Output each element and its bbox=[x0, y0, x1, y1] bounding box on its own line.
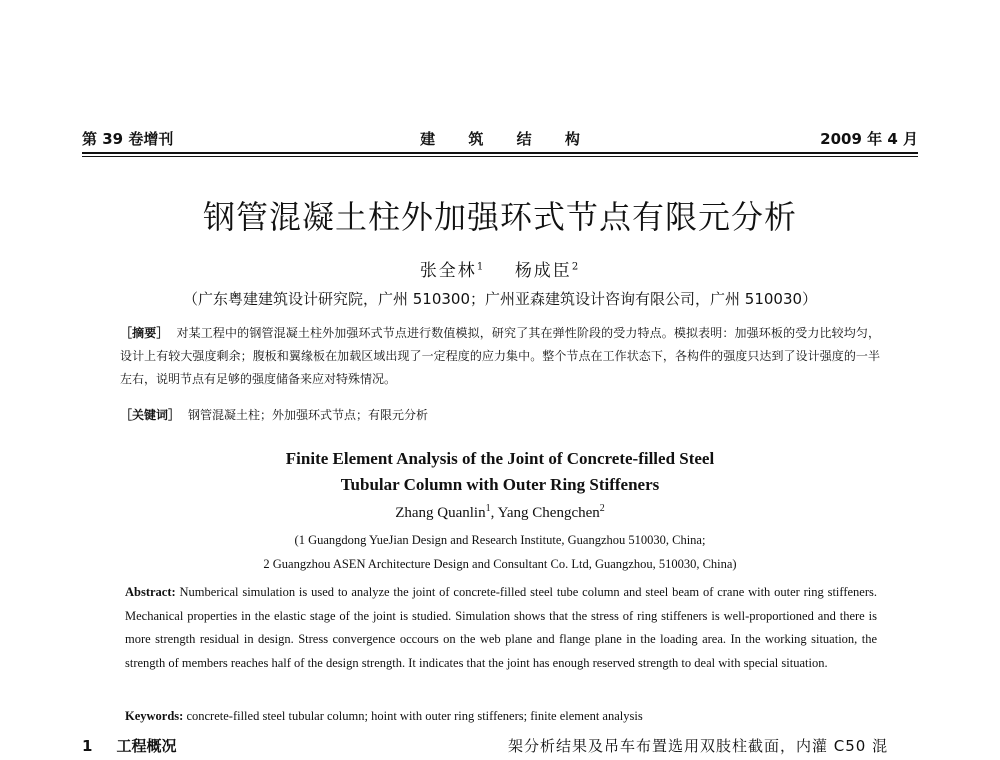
title-english-line-1: Finite Element Analysis of the Joint of Concrete-filled Steel bbox=[285, 449, 715, 468]
keywords-chinese-text: 钢管混凝土柱；外加强环式节点；有限元分析 bbox=[188, 408, 429, 422]
paper-title-english bbox=[0, 446, 1000, 498]
author-separator: , bbox=[490, 505, 498, 521]
abstract-english bbox=[125, 581, 877, 675]
author-2-affil-mark-english: 2 bbox=[599, 503, 605, 514]
section-number: 1 bbox=[82, 737, 93, 755]
keywords-chinese bbox=[120, 404, 880, 427]
keywords-english-label: Keywords: bbox=[125, 709, 184, 723]
paper-title-chinese: 钢管混凝土柱外加强环式节点有限元分析 bbox=[202, 198, 797, 236]
author-2-affil-mark: 2 bbox=[571, 261, 581, 273]
header-rule-thick bbox=[82, 152, 918, 154]
column-2-first-line: 架分析结果及吊车布置选用双肢柱截面，内灌 C50 混 bbox=[508, 737, 889, 755]
authors-english bbox=[0, 503, 1000, 522]
journal-issue: 第 39 卷增刊 bbox=[82, 130, 174, 148]
abstract-chinese-label: ［摘要］ bbox=[120, 326, 169, 340]
affiliation-english bbox=[0, 528, 1000, 576]
abstract-english-text: Numberical simulation is used to analyze the joint of concrete-filled steel tube column and steel beam of crane with outer ring stiffeners. Mechanical properties in the elastic stage of the joint is studied. Simulation shows that the stress of ring stiffeners is well-proportioned and there is more strength residual in design. Stress convergence occours on the web plane and flange plane in the loading area. In the working situation, the strength of members reaches half of the design strength. It indicates that the joint has enough reserved strength to deal with special situation. bbox=[125, 585, 877, 670]
author-2-name: 杨成臣 bbox=[514, 261, 572, 281]
author-1-name: 张全林 bbox=[419, 261, 477, 281]
author-1-name-english: Zhang Quanlin bbox=[395, 505, 486, 521]
keywords-english-text: concrete-filled steel tubular column; hoint with outer ring stiffeners; finite element analysis bbox=[186, 709, 643, 723]
section-title: 工程概况 bbox=[116, 737, 177, 755]
author-2-name-english: Yang Chengchen bbox=[497, 505, 600, 521]
affiliation-english-line-1: (1 Guangdong YueJian Design and Research Institute, Guangzhou 510030, China; bbox=[294, 533, 706, 547]
keywords-chinese-label: ［关键词］ bbox=[120, 408, 181, 422]
running-header bbox=[82, 122, 918, 150]
authors-chinese bbox=[0, 256, 1000, 281]
title-english-line-2: Tubular Column with Outer Ring Stiffeners bbox=[340, 475, 660, 494]
journal-name: 建 筑 结 构 bbox=[420, 130, 594, 148]
header-rule-thin bbox=[82, 156, 918, 157]
affiliation-chinese: （广东粤建建筑设计研究院，广州 510300；广州亚森建筑设计咨询有限公司，广州 510030） bbox=[182, 290, 818, 308]
affiliation-english-line-2: 2 Guangzhou ASEN Architecture Design and Consultant Co. Ltd, Guangzhou, 510030, China) bbox=[263, 557, 737, 571]
author-1-affil-mark-english: 1 bbox=[485, 503, 491, 514]
keywords-english bbox=[125, 705, 877, 728]
author-1-affil-mark: 1 bbox=[476, 261, 486, 273]
abstract-chinese bbox=[120, 322, 880, 391]
publication-date: 2009 年 4 月 bbox=[820, 130, 918, 148]
section-heading-1 bbox=[82, 735, 176, 756]
abstract-english-label: Abstract: bbox=[125, 585, 176, 599]
abstract-chinese-text: 对某工程中的钢管混凝土柱外加强环式节点进行数值模拟，研究了其在弹性阶段的受力特点。模拟表明：加强环板的受力比较均匀，设计上有较大强度剩余；腹板和翼缘板在加载区域出现了一定程度的应力集中。整个节点在工作状态下，各构件的强度只达到了设计强度的一半左右，说明节点有足够的强度储备来应对特殊情况。 bbox=[120, 326, 880, 386]
